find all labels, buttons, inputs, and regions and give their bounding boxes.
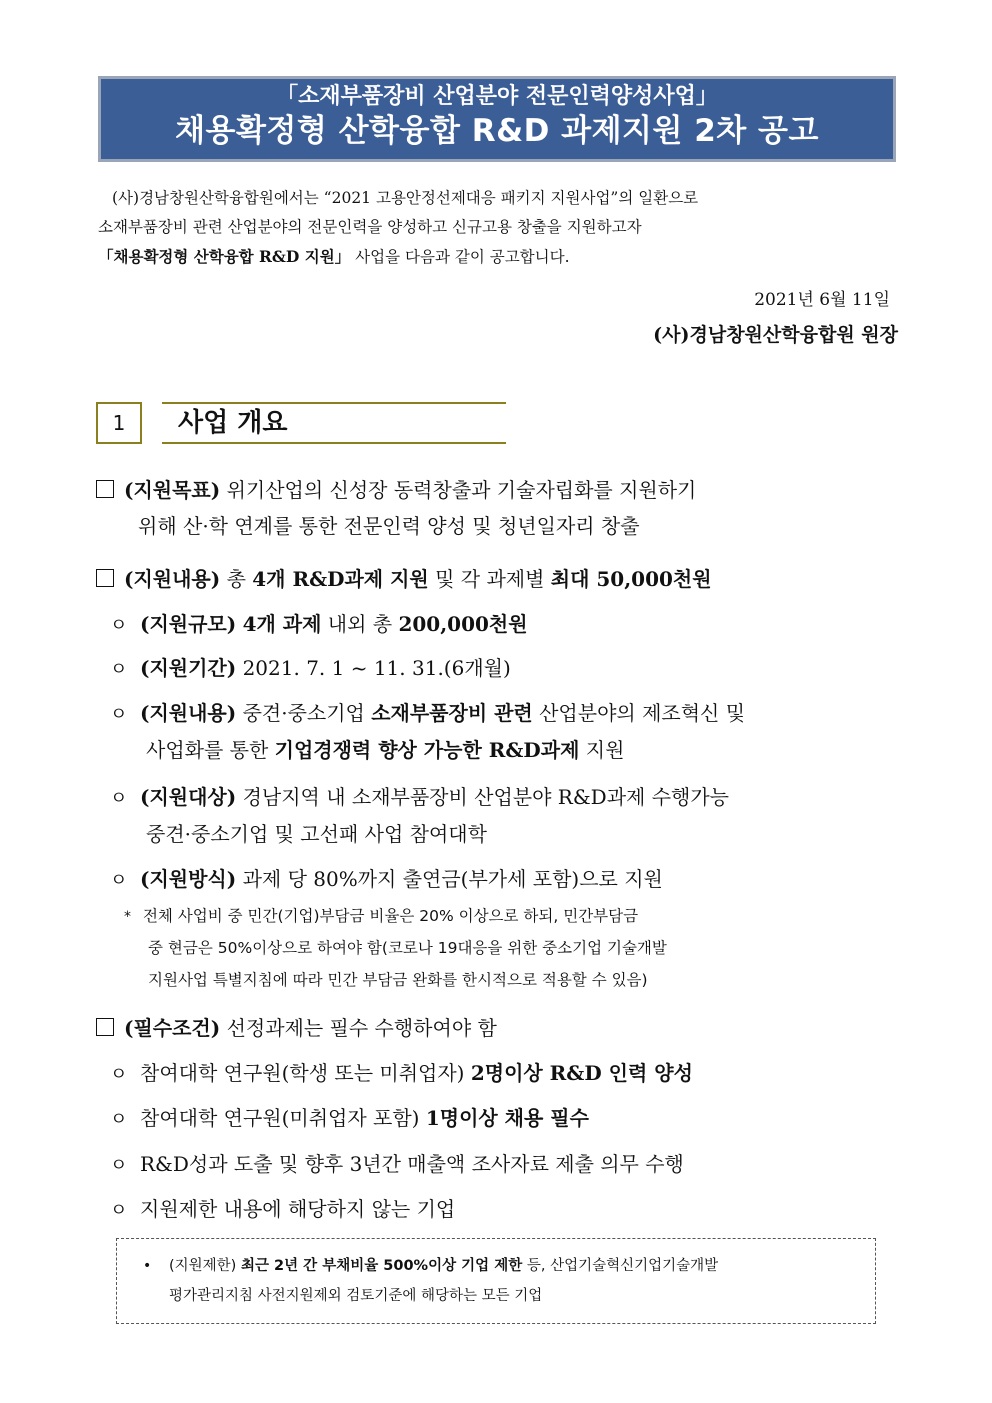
intro-line-1: (사)경남창원산학융합원에서는 “2021 고용안정선제대응 패키지 지원사업”의 일환으로 — [112, 189, 699, 207]
section-title: 사업 개요 — [162, 402, 506, 444]
required-4 — [110, 1195, 455, 1225]
title-banner — [98, 76, 896, 162]
restriction-label: (지원제한) — [169, 1258, 237, 1274]
note-line-1 — [124, 900, 638, 933]
checkbox-square-icon — [96, 480, 114, 498]
detail-label: (지원내용) — [140, 701, 237, 725]
method-label: (지원방식) — [140, 867, 237, 891]
target-label: (지원대상) — [140, 785, 237, 809]
required-2-text: 참여대학 연구원(미취업자 포함) — [140, 1106, 420, 1130]
method-text: 과제 당 80%까지 출연금(부가세 포함)으로 지원 — [242, 867, 663, 891]
period-item — [110, 654, 511, 684]
scale-text-b: 내외 총 — [327, 612, 393, 636]
period-label: (지원기간) — [140, 656, 237, 680]
announcement-title: 채용확정형 산학융합 R&D 과제지원 2차 공고 — [175, 113, 819, 149]
required-2-bold: 1명이상 채용 필수 — [425, 1106, 589, 1130]
circle-bullet-icon: ㅇ — [110, 1109, 128, 1130]
required-1 — [110, 1059, 693, 1089]
required-item — [96, 1014, 497, 1042]
restriction-box — [116, 1238, 876, 1324]
content-text-c: 및 각 과제별 — [435, 567, 545, 591]
required-4-text: 지원제한 내용에 해당하지 않는 기업 — [140, 1197, 456, 1221]
intro-line-2: 소재부품장비 관련 산업분야의 전문인력을 양성하고 신규고용 창출을 지원하고자 — [98, 218, 642, 236]
note-line-2: 중 현금은 50%이상으로 하여야 함(코로나 19대응을 위한 중소기업 기술개발 — [148, 939, 667, 957]
detail-line-2 — [146, 736, 624, 764]
required-2 — [110, 1104, 589, 1134]
content-text-a: 총 — [226, 567, 246, 591]
goal-line-2: 위해 산·학 연계를 통한 전문인력 양성 및 청년일자리 창출 — [138, 514, 640, 538]
issuer-name: (사)경남창원산학융합원 원장 — [653, 324, 898, 346]
detail-text-a: 중견·중소기업 — [242, 701, 365, 725]
detail-text-d: 사업화를 통한 — [146, 738, 269, 762]
detail-text-f: 지원 — [585, 738, 625, 762]
bullet-dot-icon: • — [143, 1258, 152, 1274]
circle-bullet-icon: ㅇ — [110, 788, 128, 809]
intro-line-3 — [98, 242, 898, 272]
intro-line-3-rest: 사업을 다음과 같이 공고합니다. — [355, 248, 570, 266]
restriction-line-1 — [143, 1251, 875, 1281]
required-3 — [110, 1150, 684, 1180]
method-item — [110, 865, 663, 895]
detail-text-c: 산업분야의 제조혁신 및 — [539, 701, 746, 725]
goal-line-1: 위기산업의 신성장 동력창출과 기술자립화를 지원하기 — [226, 478, 697, 502]
content-text-b: 4개 R&D과제 지원 — [252, 567, 429, 591]
scale-label: (지원규모) — [140, 612, 237, 636]
goal-label: (지원목표) — [124, 478, 221, 502]
required-3-text: R&D성과 도출 및 향후 3년간 매출액 조사자료 제출 의무 수행 — [140, 1152, 684, 1176]
restriction-text: 등, 산업기술혁신기업기술개발 — [526, 1258, 719, 1274]
detail-text-b: 소재부품장비 관련 — [371, 701, 533, 725]
scale-text-c: 200,000천원 — [398, 612, 528, 636]
note-text-1: 전체 사업비 중 민간(기업)부담금 비율은 20% 이상으로 하되, 민간부담금 — [142, 907, 639, 925]
content-item — [96, 565, 712, 593]
circle-bullet-icon: ㅇ — [110, 659, 128, 680]
content-label: (지원내용) — [124, 567, 221, 591]
intro-paragraph — [98, 184, 898, 272]
asterisk-icon: * — [124, 909, 131, 925]
announcement-date: 2021년 6월 11일 — [754, 290, 890, 310]
circle-bullet-icon: ㅇ — [110, 1200, 128, 1221]
circle-bullet-icon: ㅇ — [110, 870, 128, 891]
note-line-3: 지원사업 특별지침에 따라 민간 부담금 완화를 한시적으로 적용할 수 있음) — [148, 971, 648, 989]
circle-bullet-icon: ㅇ — [110, 1064, 128, 1085]
target-item — [110, 783, 729, 813]
restriction-bold: 최근 2년 간 부채비율 500%이상 기업 제한 — [240, 1258, 523, 1274]
required-1-bold: 2명이상 R&D 인력 양성 — [470, 1061, 693, 1085]
target-line-1: 경남지역 내 소재부품장비 산업분야 R&D과제 수행가능 — [242, 785, 729, 809]
section-number: 1 — [96, 402, 142, 444]
circle-bullet-icon: ㅇ — [110, 704, 128, 725]
required-1-text: 참여대학 연구원(학생 또는 미취업자) — [140, 1061, 465, 1085]
scale-item — [110, 610, 528, 640]
checkbox-square-icon — [96, 1018, 114, 1036]
required-text: 선정과제는 필수 수행하여야 함 — [226, 1016, 497, 1040]
content-text-d: 최대 50,000천원 — [550, 567, 712, 591]
circle-bullet-icon: ㅇ — [110, 1155, 128, 1176]
project-subtitle: 「소재부품장비 산업분야 전문인력양성사업」 — [276, 84, 718, 109]
goal-item — [96, 476, 696, 504]
required-label: (필수조건) — [124, 1016, 221, 1040]
circle-bullet-icon: ㅇ — [110, 615, 128, 636]
checkbox-square-icon — [96, 569, 114, 587]
intro-program-name: 「채용확정형 산학융합 R&D 지원」 — [98, 247, 351, 266]
detail-text-e: 기업경쟁력 향상 가능한 R&D과제 — [274, 738, 580, 762]
detail-item — [110, 699, 745, 729]
scale-text-a: 4개 과제 — [242, 612, 322, 636]
target-line-2: 중견·중소기업 및 고선패 사업 참여대학 — [146, 822, 487, 846]
restriction-line-2: 평가관리지침 사전지원제외 검토기준에 해당하는 모든 기업 — [169, 1288, 543, 1304]
period-text: 2021. 7. 1 ~ 11. 31.(6개월) — [242, 656, 511, 680]
